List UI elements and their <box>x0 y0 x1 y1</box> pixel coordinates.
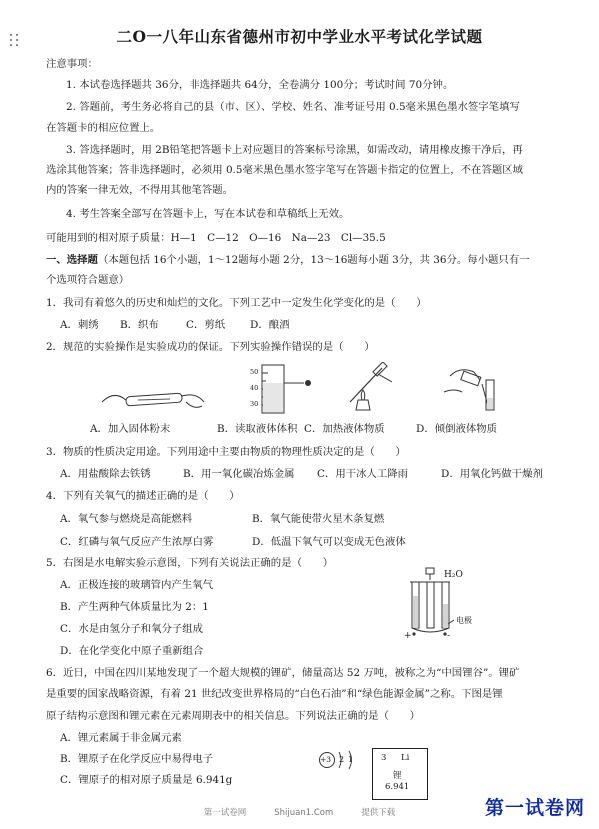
question-3-stem: 3．物质的性质决定用途。下列用途中主要由物质的物理性质决定的是（ ） <box>46 446 406 458</box>
q2-option-c: C．加热液体物质 <box>304 423 385 435</box>
atomic-mass-line: 可能用到的相对原子质量：H—1 C—12 O—16 Na—23 Cl—35.5 <box>46 232 386 244</box>
atomic-mass: 6.941 <box>385 782 410 792</box>
notice-item: 选涂其他答案；答非选择题时，必须用 0.5毫米黑色墨水签字笔写在答题卡指定的位置上，不在答题区域 <box>46 164 524 176</box>
q4-option-a: A．氧气参与燃烧是高能燃料 <box>60 513 193 525</box>
positive-terminal-label: + <box>404 631 412 641</box>
nucleus-charge: +3 <box>320 755 332 764</box>
pouring-liquid-figure <box>440 362 510 414</box>
question-5-stem: 5．右图是水电解实验示意图，下列有关说法正确的是（ ） <box>46 557 334 569</box>
q1-option-d: D．酿酒 <box>250 319 290 331</box>
electrode-label: 电极 <box>456 616 472 625</box>
q5-option-c: C．水是由氢分子和氧分子组成 <box>60 623 204 635</box>
q3-option-a: A．用盐酸除去铁锈 <box>60 468 151 480</box>
q5-option-d: D．在化学变化中原子重新组合 <box>60 645 204 657</box>
footer-left: 第一试卷网 <box>203 808 247 818</box>
notice-item: 4. 考生答案全部写在答题卡上，写在本试卷和草稿纸上无效。 <box>66 208 350 220</box>
footer-right: 提供下载 <box>361 808 396 818</box>
atomic-number: 3 <box>381 753 387 763</box>
section-title: 一、选择题 <box>46 254 98 266</box>
question-1-stem: 1．我司有着悠久的历史和灿烂的文化。下列工艺中一定发生化学变化的是（ ） <box>46 297 427 309</box>
question-6-stem: 6．近日，中国在四川某地发现了一个超大规模的锂矿，储量高达 52 万吨，被称之为“中国锂谷”。锂矿 <box>46 667 520 679</box>
section-heading <box>46 253 530 267</box>
footer-center[interactable]: Shijuan1.Com <box>274 808 334 818</box>
page-title: 二O一八年山东省德州市初中学业水平考试化学试题 <box>116 27 483 46</box>
notice-heading: 注意事项： <box>46 58 98 70</box>
question-6-stem: 是重要的国家战略资源，有着 21 世纪改变世界格局的“白色石油”和“绿色能源金属”之称。下图是锂 <box>46 688 503 700</box>
q1-option-b: B．织布 <box>120 319 159 331</box>
electron-shell-2: 1 <box>348 755 354 764</box>
q4-option-b: B．氧气能使带火星木条复燃 <box>252 513 385 525</box>
q4-option-d: D．低温下氧气可以变成无色液体 <box>252 536 406 548</box>
section-instructions-cont: 个选项符合题意） <box>46 274 130 286</box>
element-name: 锂 <box>393 771 402 781</box>
q5-option-a: A．正极连接的玻璃管内产生氧气 <box>60 579 213 591</box>
q6-option-c: C．锂原子的相对原子质量是 6.941g <box>60 774 233 786</box>
notice-item: 2. 答题前，考生务必将自己的县（市、区）、学校、姓名、准考证号用 0.5毫米黑色墨水签字笔填写 <box>66 101 520 113</box>
notice-item: 3. 答选择题时，用 2B铅笔把答题卡上对应题目的答案标号涂黑，如需改动，请用橡皮擦干净后，再 <box>66 144 523 156</box>
powder-addition-figure <box>98 378 208 418</box>
site-watermark: 第一试卷网 <box>484 797 585 819</box>
scale-mark: 50 <box>250 368 259 376</box>
q3-option-b: B．用一氧化碳冶炼金属 <box>183 468 295 480</box>
q6-option-b: B．锂原子在化学反应中易得电子 <box>60 753 214 765</box>
q3-option-c: C．用干冰人工降雨 <box>317 468 409 480</box>
q6-option-a: A．锂元素属于非金属元素 <box>60 732 182 744</box>
question-4-stem: 4．下列有关氧气的描述正确的是（ ） <box>46 490 240 502</box>
section-instructions: （本题包括 16个小题，1～12题每小题 2分，13～16题每小题 3分，共 36分。每小题只有一 <box>97 254 530 266</box>
q2-option-a: A．加入固体粉末 <box>90 423 171 435</box>
q5-option-b: B．产生两种气体质量比为 2：1 <box>60 601 209 613</box>
question-2-stem: 2．规范的实验操作是实验成功的保证。下列实验操作错误的是（ ） <box>46 341 375 353</box>
notice-item: 1. 本试卷选择题共 36分，非选择题共 64分，全卷满分 100分；考试时间 70分钟。 <box>66 79 454 91</box>
water-label: H₂O <box>444 570 463 580</box>
scale-mark: 40 <box>250 384 259 392</box>
electron-shell-1: 2 <box>339 755 345 764</box>
scale-mark: 30 <box>250 400 259 408</box>
q1-option-a: A．刺绣 <box>60 319 99 331</box>
notice-item: 在答题卡的相应位置上。 <box>46 122 161 134</box>
question-6-stem: 原子结构示意图和锂元素在元素周期表中的相关信息。下列说法正确的是（ ） <box>46 710 421 722</box>
q1-option-c: C．剪纸 <box>186 319 226 331</box>
q4-option-c: C．红磷与氧气反应产生浓厚白雾 <box>60 536 214 548</box>
q2-option-b: B．读取液体体积 <box>217 423 298 435</box>
q3-option-d: D．用氧化钙做干燥剂 <box>441 468 543 480</box>
heating-liquid-figure <box>340 362 400 414</box>
q2-option-d: D．倾倒液体物质 <box>416 423 498 435</box>
notice-item: 内的答案一律无效，不得用其他笔答题。 <box>46 184 234 196</box>
periodic-table-cell <box>372 748 428 800</box>
element-symbol: Li <box>401 753 410 763</box>
negative-terminal-label: - <box>447 631 451 641</box>
